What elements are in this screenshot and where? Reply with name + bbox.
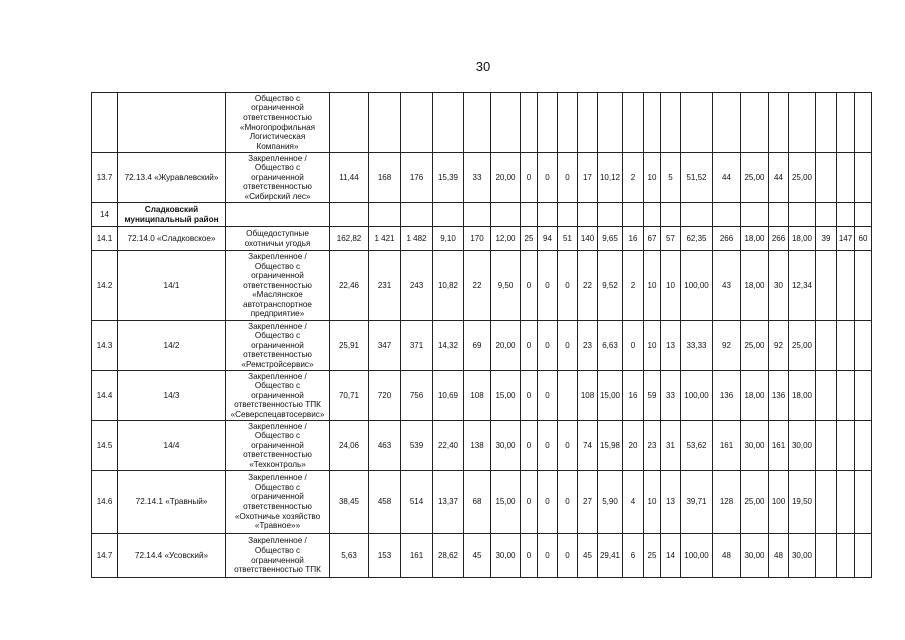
value-cell: 136 xyxy=(769,371,789,421)
category-user-cell: Закрепленное / Общество с ограниченной ответственностью «Сибирский лес» xyxy=(226,153,330,203)
value-cell xyxy=(837,471,855,534)
territory-name-cell: 72.14.1 «Травный» xyxy=(118,471,226,534)
value-cell: 514 xyxy=(401,471,433,534)
value-cell: 10,82 xyxy=(433,251,464,321)
value-cell: 69 xyxy=(464,321,491,371)
value-cell: 4 xyxy=(623,471,644,534)
value-cell: 5 xyxy=(661,153,681,203)
value-cell: 25,00 xyxy=(789,321,816,371)
value-cell: 20,00 xyxy=(491,321,521,371)
row-number-cell: 14.2 xyxy=(92,251,118,321)
value-cell: 30,00 xyxy=(741,421,769,471)
value-cell xyxy=(816,321,837,371)
value-cell xyxy=(681,93,713,153)
value-cell: 0 xyxy=(521,321,538,371)
value-cell xyxy=(837,203,855,227)
value-cell: 59 xyxy=(644,371,661,421)
value-cell: 1 482 xyxy=(401,227,433,251)
value-cell: 136 xyxy=(713,371,741,421)
territory-name-cell: Сладковский муниципальный район xyxy=(118,203,226,227)
value-cell: 12,00 xyxy=(491,227,521,251)
value-cell: 10 xyxy=(644,471,661,534)
table-row xyxy=(92,153,872,203)
value-cell: 463 xyxy=(369,421,401,471)
value-cell: 67 xyxy=(644,227,661,251)
value-cell: 23 xyxy=(644,421,661,471)
value-cell: 161 xyxy=(401,534,433,578)
value-cell: 27 xyxy=(578,471,598,534)
value-cell xyxy=(558,93,578,153)
value-cell: 1 421 xyxy=(369,227,401,251)
value-cell: 266 xyxy=(769,227,789,251)
value-cell xyxy=(855,251,872,321)
value-cell: 33,33 xyxy=(681,321,713,371)
value-cell: 43 xyxy=(713,251,741,321)
table-row xyxy=(92,321,872,371)
value-cell: 15,00 xyxy=(491,371,521,421)
value-cell: 30,00 xyxy=(491,421,521,471)
value-cell xyxy=(464,93,491,153)
value-cell: 168 xyxy=(369,153,401,203)
value-cell: 22 xyxy=(464,251,491,321)
value-cell: 161 xyxy=(713,421,741,471)
value-cell: 57 xyxy=(661,227,681,251)
value-cell xyxy=(816,203,837,227)
category-user-cell xyxy=(226,203,330,227)
value-cell: 25,00 xyxy=(789,153,816,203)
row-number-cell: 14 xyxy=(92,203,118,227)
value-cell: 371 xyxy=(401,321,433,371)
category-user-cell: Закрепленное / Общество с ограниченной ответственностью «Маслянское автотранспортное предприятие» xyxy=(226,251,330,321)
value-cell: 13 xyxy=(661,471,681,534)
value-cell: 14,32 xyxy=(433,321,464,371)
territory-name-cell: 14/3 xyxy=(118,371,226,421)
value-cell xyxy=(816,421,837,471)
value-cell: 128 xyxy=(713,471,741,534)
value-cell: 18,00 xyxy=(741,251,769,321)
value-cell: 0 xyxy=(538,421,558,471)
value-cell: 0 xyxy=(521,421,538,471)
value-cell: 0 xyxy=(558,321,578,371)
value-cell: 0 xyxy=(558,421,578,471)
value-cell: 11,44 xyxy=(330,153,369,203)
value-cell: 33 xyxy=(464,153,491,203)
table-row xyxy=(92,93,872,153)
value-cell: 147 xyxy=(837,227,855,251)
value-cell: 243 xyxy=(401,251,433,321)
value-cell: 140 xyxy=(578,227,598,251)
value-cell xyxy=(837,93,855,153)
value-cell: 0 xyxy=(538,371,558,421)
value-cell xyxy=(855,471,872,534)
value-cell xyxy=(837,153,855,203)
row-number-cell: 14.5 xyxy=(92,421,118,471)
value-cell xyxy=(330,93,369,153)
page-number: 30 xyxy=(475,59,491,74)
territory-name-cell: 72.13.4 «Журавлевский» xyxy=(118,153,226,203)
value-cell: 0 xyxy=(538,471,558,534)
value-cell: 18,00 xyxy=(741,227,769,251)
value-cell xyxy=(837,371,855,421)
table-row xyxy=(92,227,872,251)
value-cell: 10 xyxy=(661,251,681,321)
value-cell: 13,37 xyxy=(433,471,464,534)
value-cell: 14 xyxy=(661,534,681,578)
value-cell: 100,00 xyxy=(681,534,713,578)
value-cell: 15,39 xyxy=(433,153,464,203)
row-number-cell: 14.6 xyxy=(92,471,118,534)
territory-name-cell: 14/4 xyxy=(118,421,226,471)
value-cell: 0 xyxy=(521,471,538,534)
value-cell xyxy=(837,421,855,471)
table-row xyxy=(92,534,872,578)
value-cell xyxy=(558,203,578,227)
value-cell: 15,98 xyxy=(598,421,623,471)
value-cell xyxy=(538,93,558,153)
value-cell: 60 xyxy=(855,227,872,251)
value-cell xyxy=(578,93,598,153)
category-user-cell: Закрепленное / Общество с ограниченной ответственностью «Ремстройсервис» xyxy=(226,321,330,371)
value-cell: 33 xyxy=(661,371,681,421)
value-cell: 31 xyxy=(661,421,681,471)
value-cell xyxy=(816,251,837,321)
value-cell xyxy=(330,203,369,227)
value-cell: 15,00 xyxy=(598,371,623,421)
value-cell: 25 xyxy=(521,227,538,251)
value-cell: 20,00 xyxy=(491,153,521,203)
value-cell: 25,00 xyxy=(741,153,769,203)
value-cell: 0 xyxy=(558,471,578,534)
value-cell xyxy=(558,371,578,421)
category-user-cell: Закрепленное / Общество с ограниченной ответственностью «Техконтроль» xyxy=(226,421,330,471)
value-cell: 347 xyxy=(369,321,401,371)
value-cell: 170 xyxy=(464,227,491,251)
value-cell: 9,50 xyxy=(491,251,521,321)
value-cell xyxy=(789,203,816,227)
value-cell xyxy=(855,421,872,471)
value-cell: 0 xyxy=(538,153,558,203)
value-cell xyxy=(855,93,872,153)
value-cell xyxy=(578,203,598,227)
value-cell: 13 xyxy=(661,321,681,371)
value-cell xyxy=(401,203,433,227)
value-cell: 5,63 xyxy=(330,534,369,578)
value-cell: 25,91 xyxy=(330,321,369,371)
value-cell: 5,90 xyxy=(598,471,623,534)
value-cell xyxy=(681,203,713,227)
table-row xyxy=(92,251,872,321)
value-cell: 108 xyxy=(464,371,491,421)
value-cell: 138 xyxy=(464,421,491,471)
value-cell: 0 xyxy=(558,153,578,203)
value-cell: 100,00 xyxy=(681,251,713,321)
data-table xyxy=(91,92,872,578)
value-cell: 0 xyxy=(538,534,558,578)
value-cell xyxy=(837,251,855,321)
value-cell xyxy=(769,93,789,153)
category-user-cell: Закрепленное / Общество с ограниченной ответственностью ТПК «Северспецавтосервис» xyxy=(226,371,330,421)
value-cell: 48 xyxy=(713,534,741,578)
row-number-cell xyxy=(92,93,118,153)
value-cell: 18,00 xyxy=(789,371,816,421)
value-cell: 16 xyxy=(623,227,644,251)
value-cell xyxy=(855,203,872,227)
value-cell xyxy=(741,93,769,153)
value-cell: 19,50 xyxy=(789,471,816,534)
value-cell: 39,71 xyxy=(681,471,713,534)
value-cell xyxy=(521,203,538,227)
value-cell xyxy=(491,93,521,153)
value-cell xyxy=(538,203,558,227)
value-cell xyxy=(816,534,837,578)
value-cell xyxy=(464,203,491,227)
value-cell: 2 xyxy=(623,251,644,321)
territory-name-cell: 72.14.0 «Сладковское» xyxy=(118,227,226,251)
value-cell: 12,34 xyxy=(789,251,816,321)
value-cell: 18,00 xyxy=(789,227,816,251)
row-number-cell: 14.7 xyxy=(92,534,118,578)
table-row xyxy=(92,203,872,227)
territory-name-cell: 72.14.4 «Усовский» xyxy=(118,534,226,578)
value-cell: 9,65 xyxy=(598,227,623,251)
value-cell: 45 xyxy=(464,534,491,578)
value-cell: 38,45 xyxy=(330,471,369,534)
value-cell: 44 xyxy=(713,153,741,203)
value-cell: 10,12 xyxy=(598,153,623,203)
value-cell: 100,00 xyxy=(681,371,713,421)
value-cell xyxy=(598,203,623,227)
row-number-cell: 14.3 xyxy=(92,321,118,371)
value-cell: 94 xyxy=(538,227,558,251)
value-cell xyxy=(661,93,681,153)
row-number-cell: 13.7 xyxy=(92,153,118,203)
value-cell: 30,00 xyxy=(789,421,816,471)
value-cell: 2 xyxy=(623,153,644,203)
value-cell: 108 xyxy=(578,371,598,421)
value-cell xyxy=(598,93,623,153)
value-cell: 23 xyxy=(578,321,598,371)
value-cell: 62,35 xyxy=(681,227,713,251)
value-cell: 176 xyxy=(401,153,433,203)
value-cell xyxy=(769,203,789,227)
value-cell xyxy=(713,203,741,227)
value-cell xyxy=(816,93,837,153)
value-cell: 30 xyxy=(769,251,789,321)
category-user-cell: Закрепленное / Общество с ограниченной ответственностью ТПК xyxy=(226,534,330,578)
value-cell: 6 xyxy=(623,534,644,578)
value-cell: 0 xyxy=(538,321,558,371)
value-cell: 70,71 xyxy=(330,371,369,421)
value-cell: 0 xyxy=(538,251,558,321)
value-cell: 153 xyxy=(369,534,401,578)
table-row xyxy=(92,421,872,471)
value-cell xyxy=(623,203,644,227)
value-cell: 16 xyxy=(623,371,644,421)
value-cell: 720 xyxy=(369,371,401,421)
value-cell xyxy=(433,203,464,227)
value-cell xyxy=(661,203,681,227)
value-cell: 29,41 xyxy=(598,534,623,578)
value-cell: 539 xyxy=(401,421,433,471)
value-cell: 39 xyxy=(816,227,837,251)
value-cell xyxy=(816,471,837,534)
table-row xyxy=(92,471,872,534)
value-cell: 0 xyxy=(521,153,538,203)
value-cell: 0 xyxy=(521,534,538,578)
value-cell: 30,00 xyxy=(491,534,521,578)
value-cell xyxy=(855,321,872,371)
value-cell xyxy=(741,203,769,227)
category-user-cell: Общедоступные охотничьи угодья xyxy=(226,227,330,251)
value-cell xyxy=(369,203,401,227)
value-cell: 0 xyxy=(623,321,644,371)
value-cell: 25,00 xyxy=(741,471,769,534)
value-cell xyxy=(623,93,644,153)
value-cell xyxy=(816,153,837,203)
value-cell: 0 xyxy=(521,371,538,421)
value-cell xyxy=(789,93,816,153)
value-cell xyxy=(837,534,855,578)
value-cell: 28,62 xyxy=(433,534,464,578)
value-cell: 18,00 xyxy=(741,371,769,421)
category-user-cell: Общество с ограниченной ответственностью «Многопрофильная Логистическая Компания» xyxy=(226,93,330,153)
value-cell: 9,52 xyxy=(598,251,623,321)
value-cell: 22 xyxy=(578,251,598,321)
value-cell xyxy=(521,93,538,153)
value-cell xyxy=(644,203,661,227)
value-cell: 162,82 xyxy=(330,227,369,251)
value-cell xyxy=(816,371,837,421)
value-cell: 161 xyxy=(769,421,789,471)
value-cell: 48 xyxy=(769,534,789,578)
value-cell xyxy=(433,93,464,153)
value-cell xyxy=(713,93,741,153)
value-cell: 10 xyxy=(644,153,661,203)
value-cell: 68 xyxy=(464,471,491,534)
value-cell: 10,69 xyxy=(433,371,464,421)
value-cell: 74 xyxy=(578,421,598,471)
category-user-cell: Закрепленное / Общество с ограниченной ответственностью «Охотничье хозяйство «Травное»» xyxy=(226,471,330,534)
value-cell: 92 xyxy=(769,321,789,371)
value-cell: 266 xyxy=(713,227,741,251)
value-cell: 10 xyxy=(644,321,661,371)
value-cell: 30,00 xyxy=(789,534,816,578)
value-cell: 25 xyxy=(644,534,661,578)
value-cell: 10 xyxy=(644,251,661,321)
value-cell: 44 xyxy=(769,153,789,203)
value-cell: 51 xyxy=(558,227,578,251)
territory-name-cell: 14/1 xyxy=(118,251,226,321)
value-cell: 17 xyxy=(578,153,598,203)
value-cell: 9,10 xyxy=(433,227,464,251)
value-cell xyxy=(491,203,521,227)
value-cell: 0 xyxy=(558,251,578,321)
value-cell: 45 xyxy=(578,534,598,578)
value-cell: 24,06 xyxy=(330,421,369,471)
value-cell: 22,40 xyxy=(433,421,464,471)
value-cell: 25,00 xyxy=(741,321,769,371)
value-cell: 53,62 xyxy=(681,421,713,471)
value-cell: 756 xyxy=(401,371,433,421)
value-cell: 0 xyxy=(521,251,538,321)
value-cell xyxy=(855,153,872,203)
value-cell: 0 xyxy=(558,534,578,578)
value-cell xyxy=(401,93,433,153)
table-row xyxy=(92,371,872,421)
row-number-cell: 14.1 xyxy=(92,227,118,251)
value-cell xyxy=(837,321,855,371)
value-cell xyxy=(855,534,872,578)
value-cell: 51,52 xyxy=(681,153,713,203)
value-cell: 30,00 xyxy=(741,534,769,578)
territory-name-cell xyxy=(118,93,226,153)
value-cell: 92 xyxy=(713,321,741,371)
value-cell xyxy=(855,371,872,421)
value-cell: 6,63 xyxy=(598,321,623,371)
value-cell: 100 xyxy=(769,471,789,534)
value-cell: 22,46 xyxy=(330,251,369,321)
value-cell: 231 xyxy=(369,251,401,321)
row-number-cell: 14.4 xyxy=(92,371,118,421)
value-cell: 458 xyxy=(369,471,401,534)
value-cell: 20 xyxy=(623,421,644,471)
value-cell xyxy=(644,93,661,153)
value-cell: 15,00 xyxy=(491,471,521,534)
value-cell xyxy=(369,93,401,153)
territory-name-cell: 14/2 xyxy=(118,321,226,371)
